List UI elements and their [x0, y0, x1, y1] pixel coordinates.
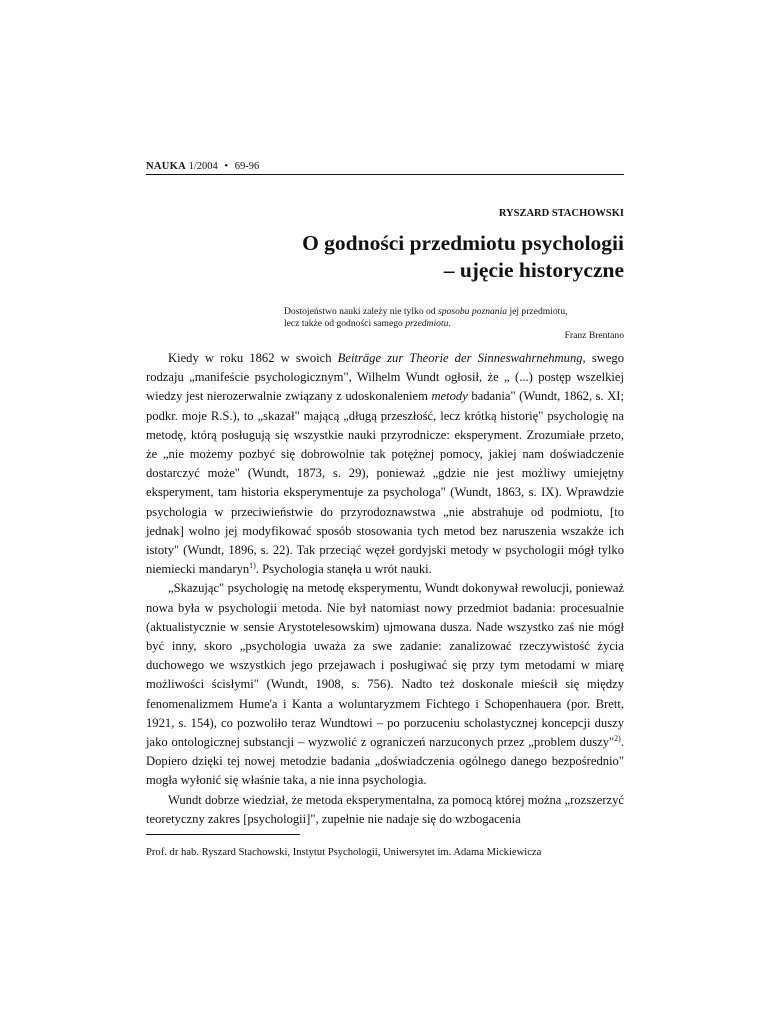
- paragraph-3: Wundt dobrze wiedział, że metoda eksperymentalna, za pomocą której można „rozszerzyć teoretyczny zakres [psychologii]", zupełnie nie nadaje się do wzbogacenia: [146, 792, 624, 826]
- journal-pages: 69-96: [234, 161, 260, 172]
- epigraph: [284, 306, 624, 342]
- paragraph-2: [146, 579, 624, 790]
- epigraph-line-1: [284, 306, 624, 318]
- header-bullet: •: [224, 161, 229, 172]
- epigraph-text: .: [448, 318, 451, 329]
- journal-header: [146, 161, 624, 173]
- title-line-1: O godności przedmiotu psychologii: [302, 231, 624, 255]
- article-title: [146, 230, 624, 284]
- paragraph-text: Kiedy w roku 1862 w swoich: [168, 351, 338, 365]
- paragraph-text: . Psychologia stanęła u wrót nauki.: [255, 562, 432, 577]
- header-rule: [146, 174, 624, 175]
- emphasis: metody: [431, 389, 468, 404]
- footnote-ref: 2): [614, 733, 621, 743]
- epigraph-text: lecz także od godności samego: [284, 318, 406, 329]
- epigraph-attribution: Franz Brentano: [564, 330, 624, 341]
- article-author: RYSZARD STACHOWSKI: [498, 208, 624, 219]
- paragraph-1: [146, 349, 624, 579]
- footnote-ref: 1): [249, 561, 256, 571]
- book-title: Beiträge zur Theorie der Sinneswahrnehmung: [337, 351, 583, 365]
- epigraph-line-2: [284, 318, 624, 330]
- epigraph-emphasis: przedmiotu: [405, 318, 449, 329]
- paragraph-text: . Dopiero dzięki tej nowej metodzie badania „doświadczenia ogólnego danego bezpośrednio" mogła wyłonić się właśnie taka, a nie inna psychologia.: [146, 735, 624, 788]
- journal-issue: 1/2004: [188, 161, 218, 172]
- journal-name: NAUKA: [146, 161, 186, 172]
- epigraph-emphasis: sposobu poznania: [438, 306, 508, 317]
- paragraph-text: badania" (Wundt, 1862, s. XI; podkr. moje R.S.), to „skazał" mającą „długą przeszłość, lecz krótką historię" psychologię na metodę, którą posługują się wszystkie nauki przyrodnicze: eksperyment. Zrozumiałe przeto, że „nie możemy pozbyć się dobrowolnie tak potężnej pomocy, jakiej nam doświadczenie dostarczyć może" (Wundt, 1873, s. 29), ponieważ „gdzie nie jest możliwy umiejętny eksperyment, tam historia eksperymentuje za psychologa" (Wundt, 1863, s. IX). Wprawdzie psychologia w przeciwieństwie do przyrodoznawstwa „nie abstrahuje od podmiotu, [to jednak] wolno jej modyfikować sposób stosowania tych metod bez naruszenia wszakże ich istoty" (Wundt, 1896, s. 22). Tak przeciąć węzeł gordyjski metody w psychologii mógł tylko niemiecki mandaryn: [146, 389, 624, 577]
- epigraph-text: Dostojeństwo nauki zależy nie tylko od: [284, 306, 439, 317]
- epigraph-text: jej przedmiotu,: [507, 306, 568, 317]
- author-affiliation-footnote: Prof. dr hab. Ryszard Stachowski, Instytut Psychologii, Uniwersytet im. Adama Mickiewicza: [146, 847, 542, 858]
- footnote-rule: [146, 834, 300, 835]
- article-body: [146, 349, 624, 829]
- paragraph-text: „Skazując" psychologię na metodę eksperymentu, Wundt dokonywał rewolucji, ponieważ nowa była w psychologii metoda. Nie był natomiast nowy przedmiot badania: procesualnie (aktualistycznie w sensie Arystotelesowskim) ujmowana dusza. Nade wszystko zaś nie mógł być inny, skoro „psychologia uważa za swe zadanie: zanalizować rzeczywistość życia duchowego we wszystkich jego przejawach i posługiwać się przy tym metodami w miarę możliwości ścisłymi" (Wundt, 1908, s. 756). Nadto też doskonale mieścił się między fenomenalizmem Hume'a i Kanta a woluntaryzmem Fichtego i Schopenhauera (por. Brett, 1921, s. 154), co pozwoliło teraz Wundtowi – po porzuceniu scholastycznej koncepcji duszy jako ontologicznej substancji – wyzwolić z ograniczeń narzuconych przez „problem duszy": [146, 581, 624, 750]
- title-line-2: – ujęcie historyczne: [443, 258, 624, 282]
- paragraph-text: , swego rodzaju „manifeście psychologicznym", Wilhelm Wundt ogłosił, że „ (...) postęp wszelkiej wiedzy jest nierozerwalnie związany z udoskonaleniem: [146, 351, 624, 404]
